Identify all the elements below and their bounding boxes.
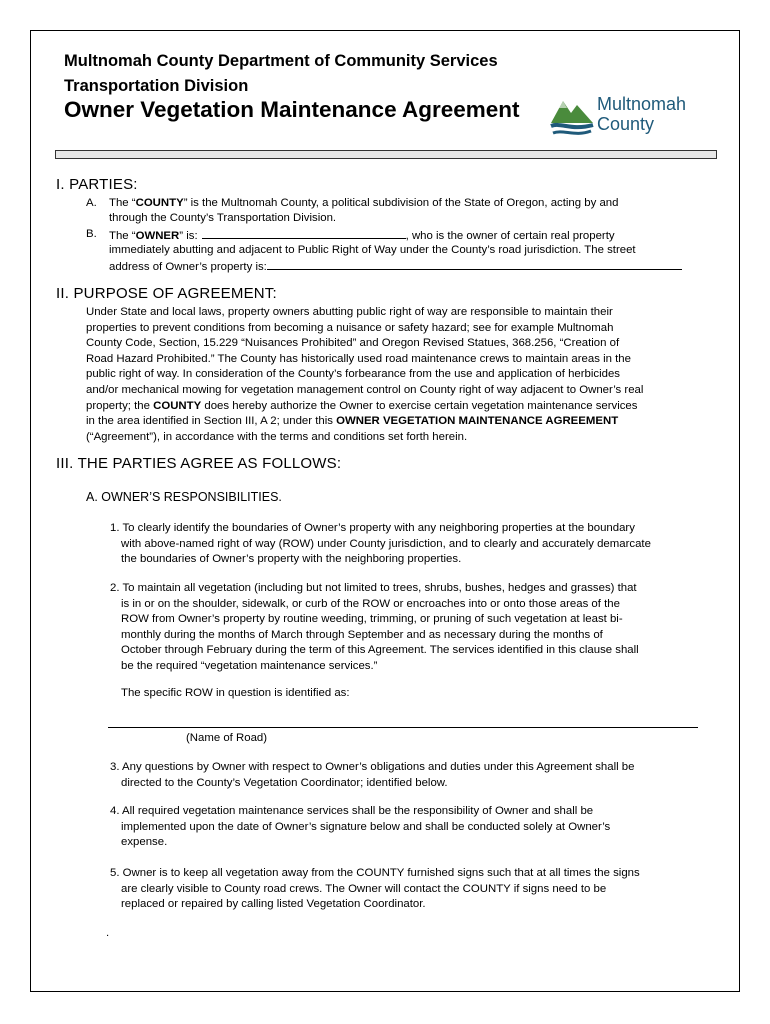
party-b-mid: ” is: xyxy=(179,230,198,242)
purpose-paragraph xyxy=(86,305,643,445)
item-3 xyxy=(110,760,634,791)
section-agree-heading: III. THE PARTIES AGREE AS FOLLOWS: xyxy=(56,455,342,472)
address-field[interactable] xyxy=(267,258,682,270)
division-heading: Transportation Division xyxy=(64,77,249,95)
section-purpose-heading: II. PURPOSE OF AGREEMENT: xyxy=(56,285,277,302)
agreement-name-term: OWNER VEGETATION MAINTENANCE AGREEMENT xyxy=(336,415,619,428)
owner-name-field[interactable] xyxy=(202,227,406,239)
purpose-l7-pre: property; the xyxy=(86,399,154,412)
purpose-line xyxy=(86,414,643,430)
logo-text-line1: Multnomah xyxy=(597,94,687,114)
item-4 xyxy=(110,804,610,851)
row-identification-text: The specific ROW in question is identified as: xyxy=(121,687,350,699)
purpose-l7-post: does hereby authorize the Owner to exercise certain vegetation maintenance services xyxy=(201,399,638,412)
item-2 xyxy=(110,581,639,675)
purpose-line: (“Agreement”), in accordance with the terms and conditions set forth herein. xyxy=(86,430,468,443)
item-2-line: monthly during the months of March through September and as necessary during the months of xyxy=(121,628,603,641)
party-b-label: B. xyxy=(86,228,97,240)
purpose-line: Under State and local laws, property owners abutting public right of way are responsible to maintain their xyxy=(86,306,613,318)
owner-term: OWNER xyxy=(135,230,180,242)
section-parties-heading: I. PARTIES: xyxy=(56,176,138,193)
document-page xyxy=(30,30,740,992)
item-5-line: replaced or repaired by calling listed Vegetation Coordinator. xyxy=(121,898,426,911)
item-5-line: are clearly visible to County road crews. The Owner will contact the COUNTY if signs need to be xyxy=(121,882,607,895)
party-b-pre: The “ xyxy=(109,230,136,242)
party-b-line2: immediately abutting and adjacent to Public Right of Way under the County’s road jurisdiction. The street xyxy=(109,244,636,256)
party-a-post: ” is the Multnomah County, a political subdivision of the State of Oregon, acting by and xyxy=(183,197,619,209)
purpose-line: County Code, Section, 15.229 “Nuisances Prohibited” and Oregon Revised Statues, 368.256, “Creation of xyxy=(86,337,620,350)
purpose-line: public right of way. In consideration of the County’s forbearance from the use and application of herbicides xyxy=(86,368,620,381)
item-4-line: implemented upon the date of Owner’s signature below and shall be conducted solely at Owner’s xyxy=(121,820,611,833)
owner-responsibilities-heading: A. OWNER’S RESPONSIBILITIES. xyxy=(86,490,282,504)
purpose-line: properties to prevent conditions from becoming a nuisance or safety hazard; see for example Multnomah xyxy=(86,321,614,334)
party-a-line2: through the County’s Transportation Division. xyxy=(109,212,337,224)
item-2-line: 2. To maintain all vegetation (including but not limited to trees, shrubs, bushes, hedges and grasses) that xyxy=(110,582,637,594)
purpose-line xyxy=(86,399,643,415)
item-4-line: 4. All required vegetation maintenance services shall be the responsibility of Owner and shall be xyxy=(110,805,594,817)
item-1-line: with above-named right of way (ROW) under County jurisdiction, and to clearly and accurately demarcate xyxy=(121,537,651,550)
document-title: Owner Vegetation Maintenance Agreement xyxy=(64,97,520,122)
party-a-pre: The “ xyxy=(109,197,136,209)
address-label: address of Owner’s property is: xyxy=(109,261,267,273)
item-1-line: 1. To clearly identify the boundaries of Owner’s property with any neighboring properties at the boundary xyxy=(110,522,635,534)
item-1-line: the boundaries of Owner’s property with the neighboring properties. xyxy=(121,553,462,566)
department-heading: Multnomah County Department of Community Services xyxy=(64,52,498,70)
road-name-field[interactable] xyxy=(108,727,698,728)
county-logo xyxy=(549,91,699,139)
party-b-line3 xyxy=(109,258,682,276)
purpose-l8-pre: in the area identified in Section III, A 2; under this xyxy=(86,415,337,428)
item-3-line: 3. Any questions by Owner with respect to Owner’s obligations and duties under this Agreement shall be xyxy=(110,761,635,773)
item-2-line: is in or on the shoulder, sidewalk, or curb of the ROW or encroaches into or onto those areas of the xyxy=(121,597,620,610)
item-5-line: 5. Owner is to keep all vegetation away from the COUNTY furnished signs such that at all times the signs xyxy=(110,867,640,879)
county-term: COUNTY xyxy=(135,197,184,209)
item-1 xyxy=(110,521,651,568)
item-2-line: October through February during the term of this Agreement. The services identified in this clause shall xyxy=(121,644,639,657)
purpose-line: Road Hazard Prohibited.” The County has historically used road maintenance crews to maintain areas in the xyxy=(86,352,631,365)
header-divider xyxy=(55,150,717,159)
party-b-line1 xyxy=(109,227,615,245)
trailing-dot: . xyxy=(106,927,110,939)
logo-text-line2: County xyxy=(597,114,655,134)
item-2-line: ROW from Owner’s property by routine weeding, trimming, or pruning of such vegetation at least bi- xyxy=(121,613,623,626)
item-4-line: expense. xyxy=(121,836,168,849)
item-5 xyxy=(110,866,640,913)
party-a-label: A. xyxy=(86,197,97,209)
county-term-2: COUNTY xyxy=(153,399,202,412)
purpose-line: and/or mechanical mowing for vegetation management control on County right of way adjacent to Owner’s real xyxy=(86,383,644,396)
party-a-line1 xyxy=(109,196,618,212)
road-name-label: (Name of Road) xyxy=(186,732,268,744)
mountain-river-logo-icon xyxy=(549,93,595,137)
item-3-line: directed to the County’s Vegetation Coordinator; identified below. xyxy=(121,776,448,789)
party-b-post: , who is the owner of certain real property xyxy=(405,230,615,242)
item-2-line: be the required “vegetation maintenance services.” xyxy=(121,659,378,672)
